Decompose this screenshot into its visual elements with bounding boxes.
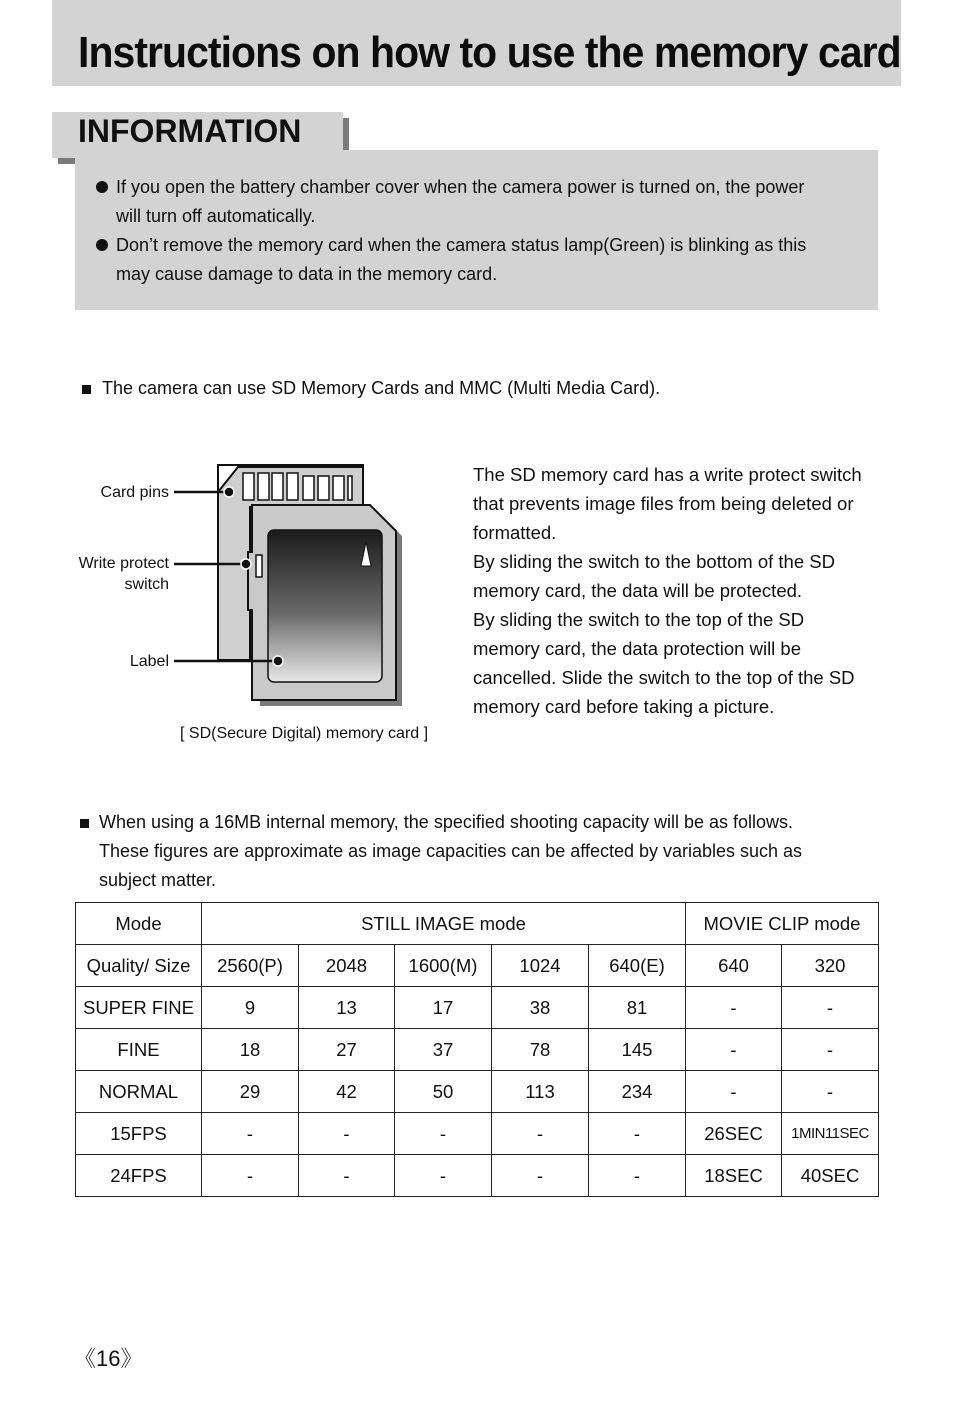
bullet-square-icon	[82, 385, 91, 394]
table-cell: 81	[589, 987, 686, 1029]
information-item-line: may cause damage to data in the memory card.	[116, 264, 498, 284]
sd-description-line: that prevents image files from being deleted or	[473, 493, 854, 514]
callout-card-pins: Card pins	[100, 484, 169, 501]
sd-description-line: By sliding the switch to the bottom of the SD	[473, 551, 835, 572]
sd-description-line: The SD memory card has a write protect switch	[473, 464, 862, 485]
table-row	[76, 1071, 879, 1113]
table-header-cell: 640	[686, 945, 782, 987]
table-cell: -	[299, 1155, 395, 1197]
table-cell: -	[589, 1113, 686, 1155]
capacity-note-line: When using a 16MB internal memory, the specified shooting capacity will be as follows.	[99, 812, 794, 832]
table-header-cell: 640(E)	[589, 945, 686, 987]
sd-description-line: memory card, the data will be protected.	[473, 580, 803, 601]
table-row	[76, 1155, 879, 1197]
table-subheader-row	[76, 945, 879, 987]
table-cell: 27	[299, 1029, 395, 1071]
table-header-cell: MOVIE CLIP mode	[686, 903, 879, 945]
table-cell: -	[395, 1155, 492, 1197]
table-header-cell: 1024	[492, 945, 589, 987]
table-cell: -	[492, 1113, 589, 1155]
table-cell: -	[299, 1113, 395, 1155]
table-header-cell: 2560(P)	[202, 945, 299, 987]
sd-description-line: memory card, the data protection will be	[473, 638, 802, 659]
table-cell: -	[202, 1113, 299, 1155]
callout-write-protect	[40, 553, 169, 595]
table-cell: 18	[202, 1029, 299, 1071]
information-item	[96, 231, 856, 289]
table-cell: -	[589, 1155, 686, 1197]
sd-description-line: By sliding the switch to the top of the SD	[473, 609, 805, 630]
table-cell: -	[492, 1155, 589, 1197]
table-cell: 15FPS	[76, 1113, 202, 1155]
table-cell: 37	[395, 1029, 492, 1071]
information-item	[96, 173, 856, 231]
bullet-square-icon	[80, 819, 89, 828]
table-row	[76, 987, 879, 1029]
table-cell: 13	[299, 987, 395, 1029]
table-cell: 50	[395, 1071, 492, 1113]
table-row	[76, 1029, 879, 1071]
table-cell: 26SEC	[686, 1113, 782, 1155]
capacity-note-line: These figures are approximate as image capacities can be affected by variables such as	[99, 841, 803, 861]
table-header-row	[76, 903, 879, 945]
intro-text: The camera can use SD Memory Cards and MMC (Multi Media Card).	[102, 378, 661, 398]
table-cell: SUPER FINE	[76, 987, 202, 1029]
table-cell: -	[686, 987, 782, 1029]
table-header-cell: STILL IMAGE mode	[202, 903, 686, 945]
table-cell: 29	[202, 1071, 299, 1113]
callout-write-protect-line: switch	[124, 576, 169, 593]
table-cell: -	[686, 1071, 782, 1113]
information-item-line: will turn off automatically.	[116, 206, 316, 226]
table-header-cell: 320	[782, 945, 879, 987]
table-cell: 38	[492, 987, 589, 1029]
callout-lines	[170, 480, 290, 680]
sd-description-line: formatted.	[473, 522, 557, 543]
table-cell: 78	[492, 1029, 589, 1071]
table-cell: -	[686, 1029, 782, 1071]
table-header-cell: Mode	[76, 903, 202, 945]
table-cell: 1MIN11SEC	[782, 1113, 879, 1155]
table-cell: 234	[589, 1071, 686, 1113]
table-cell: -	[395, 1113, 492, 1155]
table-cell: -	[782, 1029, 879, 1071]
table-cell: 18SEC	[686, 1155, 782, 1197]
diagram-caption: [ SD(Secure Digital) memory card ]	[180, 725, 429, 742]
table-cell: -	[782, 1071, 879, 1113]
table-cell: 24FPS	[76, 1155, 202, 1197]
capacity-note	[99, 808, 889, 895]
table-cell: 9	[202, 987, 299, 1029]
table-row	[76, 1113, 879, 1155]
table-cell: FINE	[76, 1029, 202, 1071]
callout-write-protect-line: Write protect	[78, 555, 169, 572]
page-number: 《16》	[74, 1346, 143, 1371]
callout-label: Label	[129, 653, 169, 670]
table-cell: 40SEC	[782, 1155, 879, 1197]
sd-description-line: memory card before taking a picture.	[473, 696, 775, 717]
table-header-cell: 1600(M)	[395, 945, 492, 987]
table-cell: -	[202, 1155, 299, 1197]
capacity-note-line: subject matter.	[99, 870, 217, 890]
table-cell: 17	[395, 987, 492, 1029]
information-item-line: If you open the battery chamber cover when the camera power is turned on, the power	[116, 177, 805, 197]
table-cell: 113	[492, 1071, 589, 1113]
bullet-dot-icon	[96, 239, 108, 251]
bullet-dot-icon	[96, 181, 108, 193]
table-cell: 145	[589, 1029, 686, 1071]
table-cell: NORMAL	[76, 1071, 202, 1113]
capacity-table	[75, 902, 879, 1197]
sd-description	[473, 460, 883, 721]
information-item-line: Don’t remove the memory card when the camera status lamp(Green) is blinking as this	[116, 235, 807, 255]
table-header-cell: Quality/ Size	[76, 945, 202, 987]
page-title: Instructions on how to use the memory card	[78, 28, 901, 77]
sd-description-line: cancelled. Slide the switch to the top of the SD	[473, 667, 855, 688]
information-heading: INFORMATION	[78, 113, 302, 149]
table-cell: 42	[299, 1071, 395, 1113]
table-cell: -	[782, 987, 879, 1029]
table-header-cell: 2048	[299, 945, 395, 987]
